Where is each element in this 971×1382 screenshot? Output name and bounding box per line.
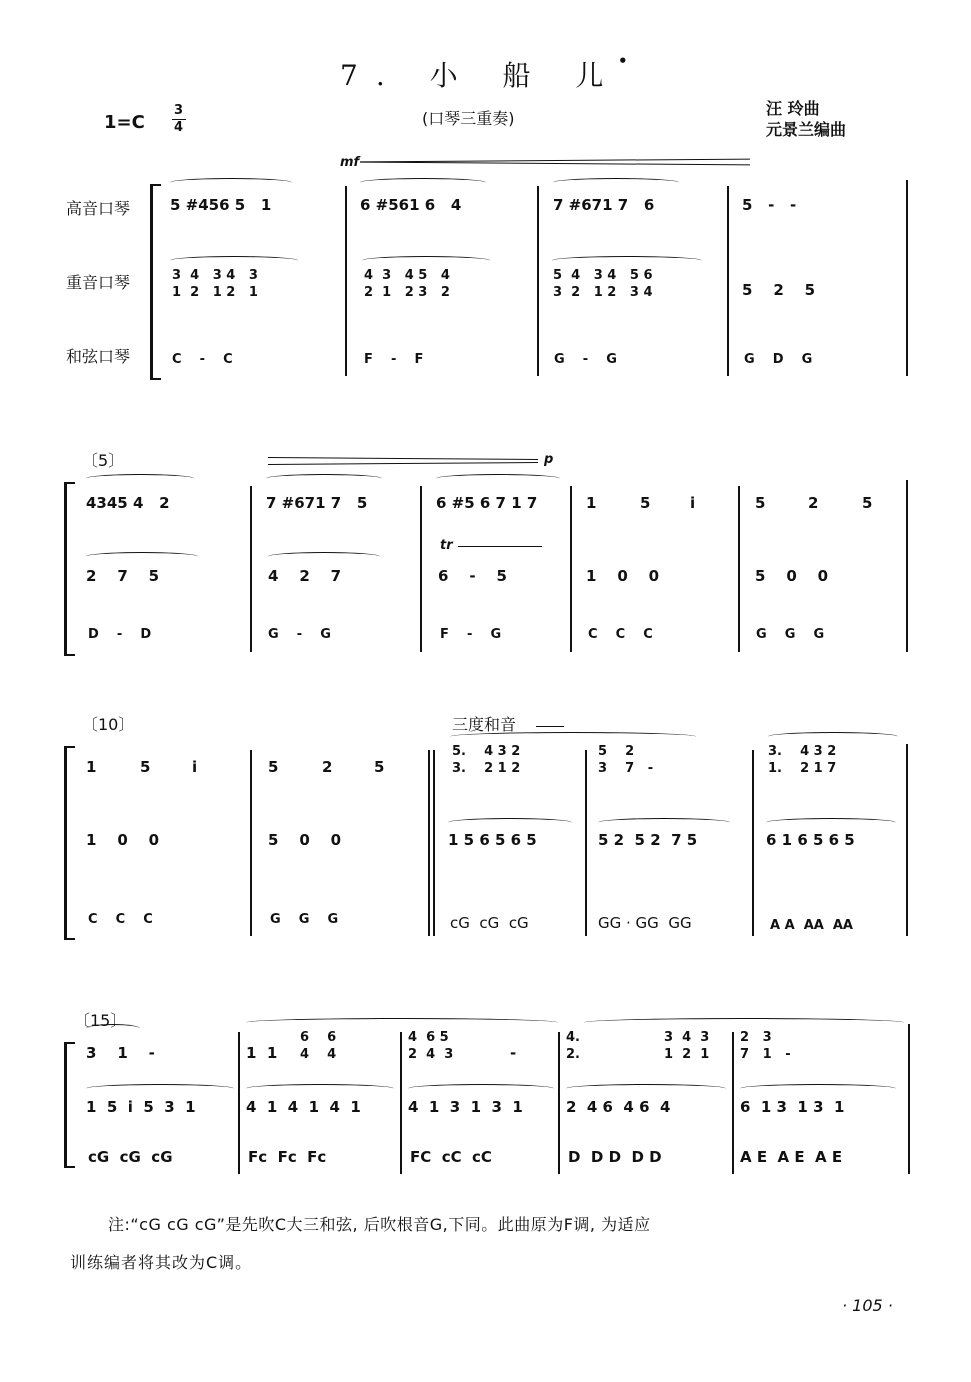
slur [552,256,702,265]
s3-harm-m14-top: 3. 4 3 2 [768,744,837,759]
barline [250,486,252,652]
s4-treble-m17-rest: - [510,1044,517,1062]
barline [558,1032,560,1174]
slur [448,818,572,827]
slur [86,1024,140,1033]
s4-treble-upper-m16: 6 6 [300,1030,337,1045]
barline [238,1032,240,1174]
s2-chord-m8: C C C [588,627,653,642]
arranger: 元景兰编曲 [766,120,847,139]
s4-chord-m15: cG cG cG [88,1148,173,1166]
s3-tenor-m12: 1 5 6 5 6 5 [448,831,537,849]
slur [450,732,696,741]
barline [433,750,435,936]
slur [436,474,560,483]
trill-line [458,546,542,547]
s4-tenor-m16: 4 1 4 1 4 1 [246,1098,361,1116]
slur [266,474,382,483]
s4-treble-m19-top: 2 3 [740,1030,772,1045]
s1-tenor-m3-top: 5 4 3 4 5 6 [553,268,653,283]
subtitle: (口琴三重奏) [422,109,515,128]
third-harmony-arrow [536,726,564,727]
s3-treble-m10a: 1 [86,758,97,776]
slur [86,552,198,561]
s2-tenor-m5: 2 7 5 [86,567,160,585]
s4-treble-m18b-top: 3 4 3 [664,1030,710,1045]
s3-treble-m11b: 2 [322,758,333,776]
slur [766,818,896,827]
s4-tenor-m18: 2 4 6 4 6 4 [566,1098,671,1116]
s4-treble-upper-m17: 4 6 5 [408,1030,449,1045]
slur [740,1084,896,1093]
third-harmony-label: 三度和音 [452,715,517,734]
system2-bracket [64,482,75,656]
slur [170,256,298,265]
barline [908,1024,910,1174]
measure-number-15: 〔15〕 [74,1011,127,1030]
s3-tenor-m11: 5 0 0 [268,831,342,849]
s2-tenor-m9: 5 0 0 [755,567,829,585]
decrescendo-upper [268,457,538,460]
s3-chord-m11: G G G [270,912,339,927]
barline [345,186,347,376]
barline [906,480,908,652]
s4-chord-m18: D D D D D [568,1148,662,1166]
dynamic-mf: mf [340,155,360,170]
decrescendo-lower [268,462,538,465]
slur [553,178,679,187]
page-number: · 105 · [842,1296,893,1315]
s1-tenor-m3-bot: 3 2 1 2 3 4 [553,285,653,300]
barline [906,744,908,936]
part-label-tenor: 重音口琴 [66,273,131,292]
slur [362,256,490,265]
s3-harm-m14-bot: 1. 2 1 7 [768,761,837,776]
s4-treble-m18-top: 4. [566,1030,580,1045]
s2-chord-m9: G G G [756,627,825,642]
barline [727,186,729,376]
system1-bracket [150,184,161,380]
s2-treble-m5: 4345 4 2 [86,494,170,512]
s2-treble-m9c: 5 [862,494,873,512]
s4-treble-m18b-bot: 1 2 1 [664,1047,710,1062]
page-title: 7. 小 船 儿 [340,59,622,92]
title-footnote-mark: • [618,52,628,70]
s2-tenor-m6: 4 2 7 [268,567,342,585]
s1-treble-m3: 7 #671 7 6 [553,196,655,214]
barline [906,180,908,376]
part-label-chord: 和弦口琴 [66,347,131,366]
slur [268,552,380,561]
s3-chord-m12: cG cG cG [450,914,529,932]
slur [360,178,486,187]
s3-harm-m13-bot: 3 7 - [598,761,654,776]
time-sig-line [172,119,186,120]
trill-mark: tr [440,538,453,553]
slur [598,818,730,827]
s1-tenor-m1-top: 3 4 3 4 3 [172,268,258,283]
s4-tenor-m15: 1 5 i 5 3 1 [86,1098,196,1116]
s3-harm-m13-top: 5 2 [598,744,635,759]
s2-treble-m6: 7 #671 7 5 [266,494,368,512]
s4-treble-lower-m16: 4 4 [300,1047,337,1062]
slur [408,1084,554,1093]
s1-treble-m1: 5 #456 5 1 [170,196,272,214]
s4-treble-m19-bot: 7 1 - [740,1047,791,1062]
s3-treble-m10c: i [192,758,198,776]
slur [768,732,898,741]
barline [537,186,539,376]
slur [170,178,292,187]
s3-tenor-m14: 6 1 6 5 6 5 [766,831,855,849]
s3-harm-m12-bot: 3. 2 1 2 [452,761,521,776]
s1-chord-m2: F - F [364,352,424,367]
s2-treble-m9b: 2 [808,494,819,512]
slur [246,1018,558,1027]
s2-tenor-m7: 6 - 5 [438,567,507,585]
footnote-line1: 注:“cG cG cG”是先吹C大三和弦, 后吹根音G,下同。此曲原为F调, 为适应 [108,1215,651,1234]
barline [428,750,430,936]
s3-harm-m12-top: 5. 4 3 2 [452,744,521,759]
slur [566,1084,726,1093]
barline [585,750,587,936]
s2-treble-m8a: 1 [586,494,597,512]
s1-tenor-m1-bot: 1 2 1 2 1 [172,285,258,300]
s1-chord-m1: C - C [172,352,233,367]
crescendo-lower [360,162,750,166]
barline [570,486,572,652]
slur [86,474,194,483]
s1-tenor-m2-top: 4 3 4 5 4 [364,268,450,283]
slur [584,1018,904,1027]
barline [420,486,422,652]
dynamic-p: p [544,452,554,467]
s2-tenor-m8: 1 0 0 [586,567,660,585]
s2-treble-m9a: 5 [755,494,766,512]
s4-tenor-m17: 4 1 3 1 3 1 [408,1098,523,1116]
s4-treble-m17: 2 4 3 [408,1047,454,1062]
s2-treble-m8b: 5 [640,494,651,512]
key-signature: 1=C [104,112,145,133]
s4-chord-m19: A E A E A E [740,1148,843,1166]
s3-chord-m14: A A AA AA [770,918,853,933]
s2-chord-m6: G - G [268,627,331,642]
s2-treble-m8c: i [690,494,696,512]
barline [752,750,754,936]
barline [400,1032,402,1174]
system4-bracket [64,1042,75,1168]
s4-treble-m18-bot: 2. [566,1047,580,1062]
footnote-line2: 训练编者将其改为C调。 [70,1253,253,1272]
barline [732,1032,734,1174]
s1-treble-m2: 6 #561 6 4 [360,196,462,214]
s4-treble-m15: 3 1 - [86,1044,155,1062]
s4-tenor-m19: 6 1 3 1 3 1 [740,1098,845,1116]
s3-tenor-m13: 5 2 5 2 7 5 [598,831,698,849]
s4-chord-m17: FC cC cC [410,1148,492,1166]
s4-treble-m16: 1 1 [246,1044,278,1062]
slur [246,1084,394,1093]
measure-number-10: 〔10〕 [82,715,135,734]
s1-treble-m4: 5 - - [742,196,797,214]
s1-chord-m4: G D G [744,352,813,367]
time-sig-bottom: 4 [174,120,184,135]
s1-chord-m3: G - G [554,352,617,367]
s1-tenor-m4: 5 2 5 [742,281,816,299]
composer: 汪 玲曲 [766,99,820,118]
s2-chord-m7: F - G [440,627,502,642]
s4-chord-m16: Fc Fc Fc [248,1148,327,1166]
s3-chord-m10: C C C [88,912,153,927]
s1-tenor-m2-bot: 2 1 2 3 2 [364,285,450,300]
s3-treble-m11c: 5 [374,758,385,776]
barline [738,486,740,652]
s2-chord-m5: D - D [88,627,152,642]
s3-chord-m13: GG · GG GG [598,914,692,932]
time-sig-top: 3 [174,103,184,118]
measure-number-5: 〔5〕 [82,451,125,470]
s3-tenor-m10: 1 0 0 [86,831,160,849]
s3-treble-m10b: 5 [140,758,151,776]
part-label-treble: 高音口琴 [66,199,131,218]
barline [250,750,252,936]
system3-bracket [64,746,75,940]
s2-treble-m7: 6 #5 6 7 1 7 [436,494,538,512]
s3-treble-m11a: 5 [268,758,279,776]
slur [86,1084,234,1093]
